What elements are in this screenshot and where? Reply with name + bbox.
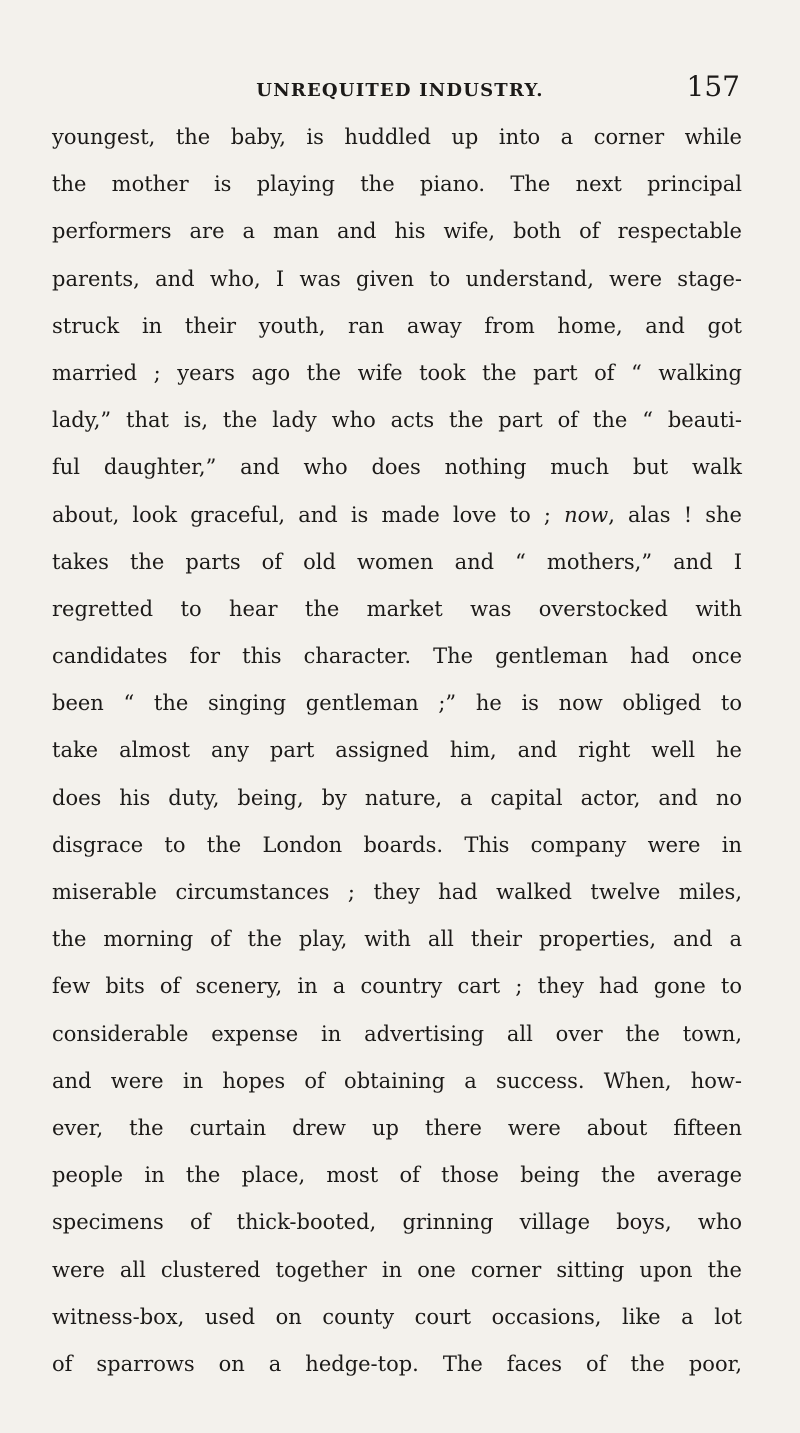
- emphasis: now: [564, 502, 609, 527]
- text-line: been “ the singing gentleman ;” he is now obliged to: [52, 691, 742, 716]
- text-line: struck in their youth, ran away from home, and got: [52, 313, 742, 338]
- running-title: UNREQUITED INDUSTRY.: [256, 80, 544, 101]
- text-line: and were in hopes of obtaining a success. When, how-: [52, 1068, 742, 1093]
- text-line: considerable expense in advertising all over the town,: [52, 1021, 742, 1046]
- text-line: the mother is playing the piano. The next principal: [52, 172, 742, 197]
- text-line: about, look graceful, and is made love to ; now, alas ! she: [52, 502, 742, 527]
- text-line: people in the place, most of those being the average: [52, 1163, 742, 1188]
- text-line: witness-box, used on county court occasions, like a lot: [52, 1304, 742, 1329]
- text-line: parents, and who, I was given to understand, were stage-: [52, 266, 742, 291]
- text-line: few bits of scenery, in a country cart ; they had gone to: [52, 974, 742, 999]
- text-line: performers are a man and his wife, both of respectable: [52, 219, 742, 244]
- text-line: takes the parts of old women and “ mothers,” and I: [52, 549, 742, 574]
- text-line: miserable circumstances ; they had walked twelve miles,: [52, 880, 742, 904]
- running-head: [60, 70, 740, 110]
- text-line: married ; years ago the wife took the part of “ walking: [52, 360, 742, 385]
- text-line: specimens of thick-booted, grinning village boys, who: [52, 1210, 742, 1235]
- body-text: [52, 114, 742, 1388]
- text-line: ful daughter,” and who does nothing much but walk: [52, 455, 742, 480]
- text-line: were all clustered together in one corner sitting upon the: [52, 1257, 742, 1282]
- page-number: 157: [686, 70, 740, 103]
- text-line: the morning of the play, with all their properties, and a: [52, 927, 742, 952]
- text-line: lady,” that is, the lady who acts the part of the “ beauti-: [52, 408, 742, 433]
- text-line: of sparrows on a hedge-top. The faces of the poor,: [52, 1351, 742, 1376]
- text-line: does his duty, being, by nature, a capital actor, and no: [52, 785, 742, 810]
- text-line: disgrace to the London boards. This company were in: [52, 832, 742, 857]
- text-line: ever, the curtain drew up there were about fifteen: [52, 1115, 742, 1140]
- text-line: regretted to hear the market was overstocked with: [52, 596, 742, 621]
- text-line: candidates for this character. The gentleman had once: [52, 644, 742, 669]
- text-line: take almost any part assigned him, and right well he: [52, 738, 742, 763]
- text-line: youngest, the baby, is huddled up into a corner while: [52, 125, 742, 149]
